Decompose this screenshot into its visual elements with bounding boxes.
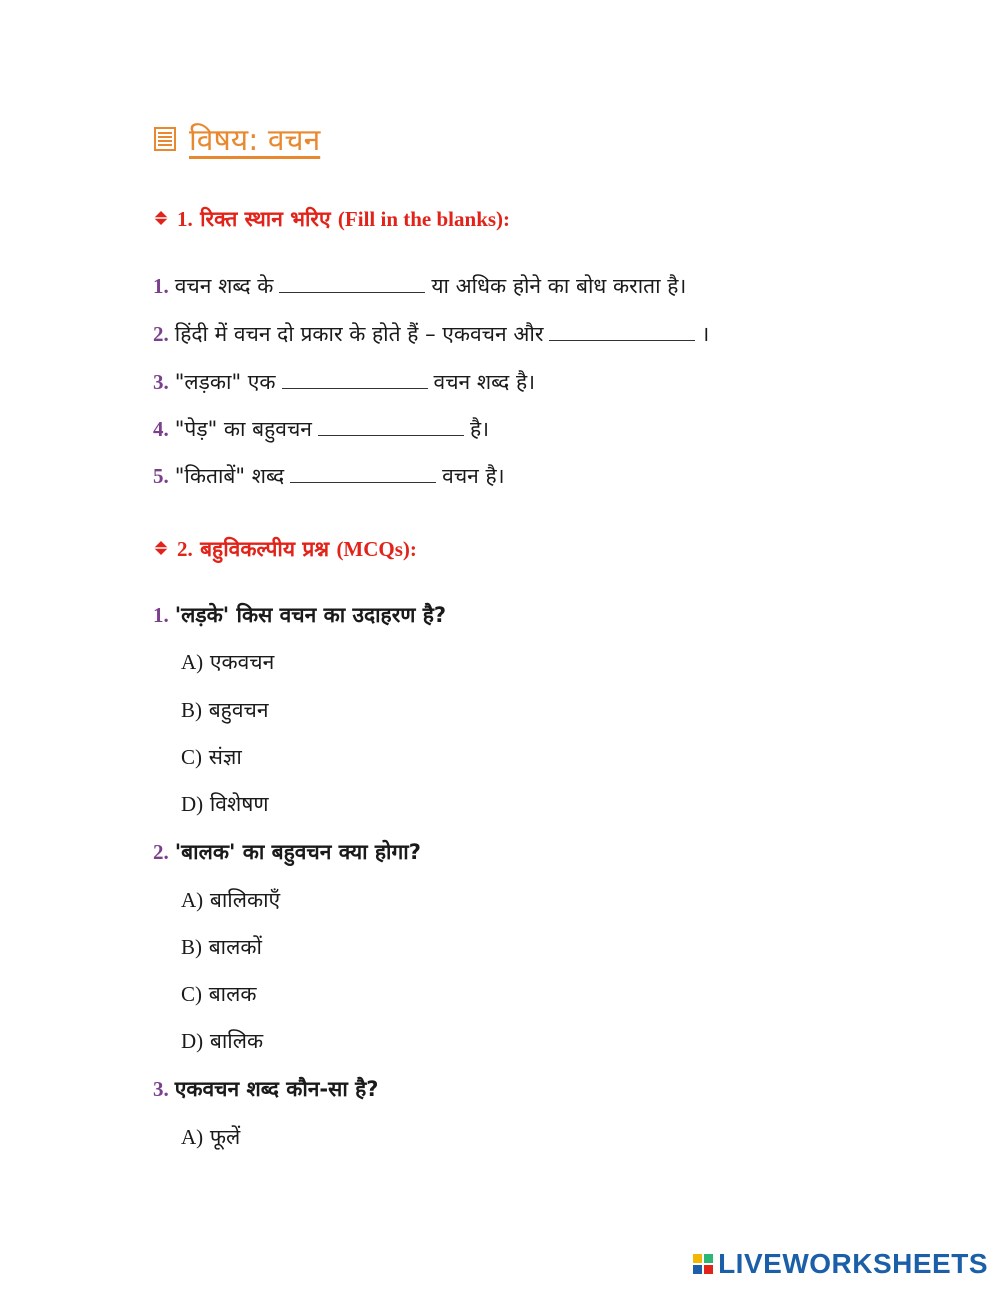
section-mcq-heading: 2. बहुविकल्पीय प्रश्न (MCQs): xyxy=(153,535,417,563)
mcq-option[interactable]: C) संज्ञा xyxy=(181,745,242,769)
mcq-option[interactable]: B) बालकों xyxy=(181,935,262,959)
blank-field[interactable] xyxy=(318,421,464,436)
blank-field[interactable] xyxy=(290,468,436,483)
blank-item: 4. "पेड़" का बहुवचन है। xyxy=(153,417,490,441)
diamond-bullet-icon xyxy=(153,540,169,556)
mcq-option[interactable]: A) एकवचन xyxy=(181,650,275,674)
mcq-option[interactable]: C) बालक xyxy=(181,982,257,1006)
liveworksheets-logo xyxy=(692,1248,988,1280)
page-title-text: विषय: वचन xyxy=(189,123,321,158)
book-icon xyxy=(153,126,179,152)
blank-item: 1. वचन शब्द के या अधिक होने का बोध कराता है। xyxy=(153,274,687,298)
mcq-option[interactable]: D) बालिक xyxy=(181,1029,264,1053)
mcq-question: 2. 'बालक' का बहुवचन क्या होगा? xyxy=(153,840,421,864)
page-title xyxy=(153,118,320,159)
section-fill-blanks-heading: 1. रिक्त स्थान भरिए (Fill in the blanks): xyxy=(153,205,510,233)
diamond-bullet-icon xyxy=(153,210,169,226)
blocks-logo-icon xyxy=(692,1253,714,1275)
mcq-option[interactable]: D) विशेषण xyxy=(181,792,269,816)
mcq-question: 1. 'लड़के' किस वचन का उदाहरण है? xyxy=(153,603,447,627)
mcq-question: 3. एकवचन शब्द कौन-सा है? xyxy=(153,1077,379,1101)
blank-field[interactable] xyxy=(549,326,695,341)
mcq-option[interactable]: B) बहुवचन xyxy=(181,698,269,722)
mcq-option[interactable]: A) फूलें xyxy=(181,1125,241,1149)
blank-item: 3. "लड़का" एक वचन शब्द है। xyxy=(153,370,536,394)
mcq-option[interactable]: A) बालिकाएँ xyxy=(181,888,281,912)
blank-item: 2. हिंदी में वचन दो प्रकार के होते हैं – एकवचन और । xyxy=(153,322,710,346)
blank-field[interactable] xyxy=(282,374,428,389)
blank-field[interactable] xyxy=(279,278,425,293)
brand-text: LIVEWORKSHEETS xyxy=(718,1248,988,1279)
blank-item: 5. "किताबें" शब्द वचन है। xyxy=(153,464,505,488)
